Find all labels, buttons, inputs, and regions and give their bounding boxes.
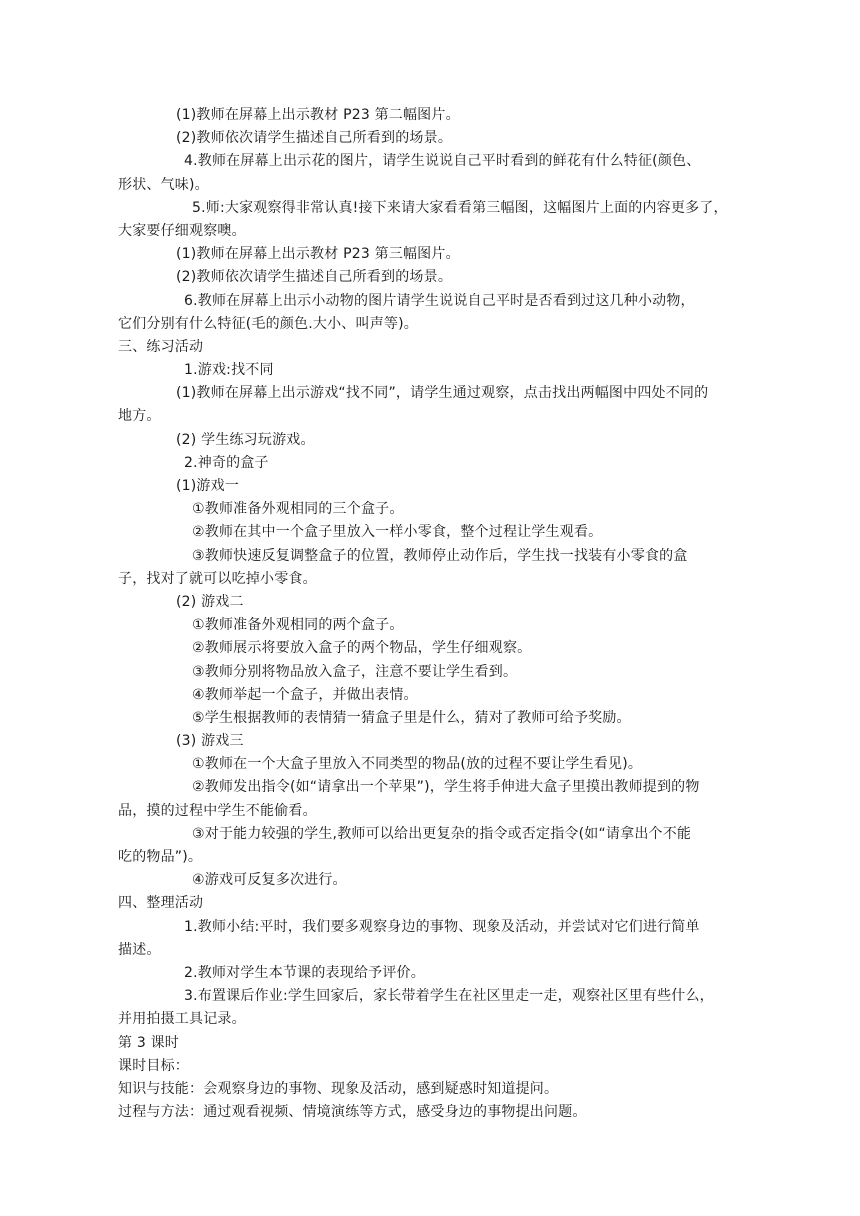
text-line: ④游戏可反复多次进行。 <box>192 872 347 889</box>
text-line: 过程与方法：通过观看视频、情境演练等方式，感受身边的事物提出问题。 <box>118 1104 587 1121</box>
text-line: (1)教师在屏幕上出示游戏“找不同”，请学生通过观察，点击找出两幅图中四处不同的 <box>176 385 709 402</box>
document-page <box>0 104 860 1124</box>
text-line: 大家要仔细观察噢。 <box>118 222 246 239</box>
text-line: (2)教师依次请学生描述自己所看到的场景。 <box>176 269 453 286</box>
text-line: 6.教师在屏幕上出示小动物的图片请学生说说自己平时是否看到过这几种小动物， <box>184 292 695 309</box>
text-line: 描述。 <box>118 941 161 958</box>
text-line: 子，找对了就可以吃掉小零食。 <box>118 570 317 587</box>
text-line: 并用拍摄工具记录。 <box>118 1011 246 1028</box>
text-line: 品，摸的过程中学生不能偷看。 <box>118 802 317 819</box>
text-line: 课时目标： <box>118 1057 189 1074</box>
text-line: 2.教师对学生本节课的表现给予评价。 <box>184 964 425 981</box>
text-line: 知识与技能：会观察身边的事物、现象及活动，感到疑惑时知道提问。 <box>118 1080 559 1097</box>
text-line: (1)教师在屏幕上出示教材 P23 第三幅图片。 <box>176 246 460 263</box>
text-line: (1)教师在屏幕上出示教材 P23 第二幅图片。 <box>176 107 460 123</box>
text-line: 第 3 课时 <box>118 1034 180 1051</box>
text-line: (2) 游戏二 <box>176 593 244 610</box>
text-line: 三、练习活动 <box>118 338 204 355</box>
text-line: (2)教师依次请学生描述自己所看到的场景。 <box>176 130 453 147</box>
text-line: 5.师:大家观察得非常认真!接下来请大家看看第三幅图，这幅图片上面的内容更多了， <box>192 199 728 216</box>
text-line: ②教师在其中一个盒子里放入一样小零食，整个过程让学生观看。 <box>192 524 603 541</box>
text-line: ②教师展示将要放入盒子的两个物品，学生仔细观察。 <box>192 640 532 657</box>
text-line: ①教师准备外观相同的两个盒子。 <box>192 617 404 634</box>
text-line: ③教师分别将物品放入盒子，注意不要让学生看到。 <box>192 663 518 680</box>
text-line: 3.布置课后作业:学生回家后，家长带着学生在社区里走一走，观察社区里有些什么， <box>184 988 714 1005</box>
text-line: 吃的物品”)。 <box>118 849 203 865</box>
text-line: 2.神奇的盒子 <box>184 454 269 471</box>
text-line: ②教师发出指令(如“请拿出一个苹果”)，学生将手伸进大盒子里摸出教师提到的物 <box>192 779 700 796</box>
text-line: ③对于能力较强的学生,教师可以给出更复杂的指令或否定指令(如“请拿出个不能 <box>192 825 692 842</box>
text-line: (3) 游戏三 <box>176 733 244 750</box>
document-body <box>0 104 860 1124</box>
text-line: ④教师举起一个盒子，并做出表情。 <box>192 686 418 703</box>
text-line: ⑤学生根据教师的表情猜一猜盒子里是什么，猜对了教师可给予奖励。 <box>192 709 631 726</box>
text-line: 1.游戏:找不同 <box>184 362 274 379</box>
text-line: 地方。 <box>118 408 161 425</box>
text-line: 1.教师小结:平时，我们要多观察身边的事物、现象及活动，并尝试对它们进行简单 <box>184 918 700 935</box>
text-line: 形状、气味)。 <box>118 176 209 193</box>
text-line: (1)游戏一 <box>176 478 240 494</box>
text-line: 4.教师在屏幕上出示花的图片，请学生说说自己平时看到的鲜花有什么特征(颜色、 <box>184 153 701 170</box>
text-line: ③教师快速反复调整盒子的位置，教师停止动作后，学生找一找装有小零食的盒 <box>192 547 688 564</box>
text-line: (2) 学生练习玩游戏。 <box>176 431 315 448</box>
text-line: ①教师准备外观相同的三个盒子。 <box>192 501 404 518</box>
text-line: 四、整理活动 <box>118 895 204 912</box>
text-line: ①教师在一个大盒子里放入不同类型的物品(放的过程不要让学生看见)。 <box>192 756 643 773</box>
text-line: 它们分别有什么特征(毛的颜色.大小、叫声等)。 <box>118 315 418 332</box>
